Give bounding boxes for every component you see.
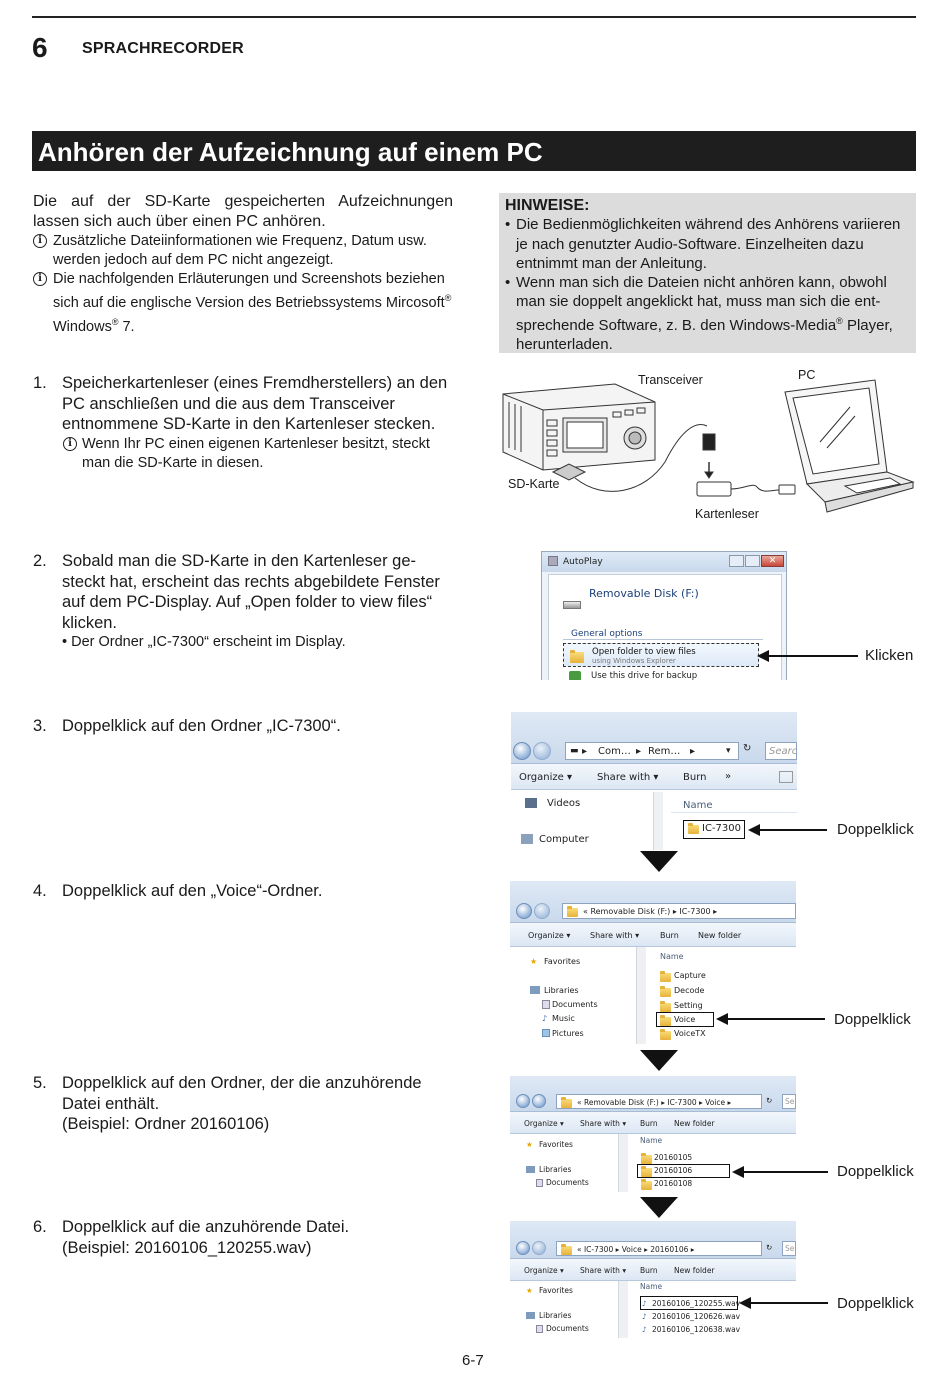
toolbar (510, 923, 796, 947)
name-column-header[interactable]: Name (640, 1136, 663, 1145)
registered-mark: ® (444, 293, 452, 303)
forward-button[interactable] (532, 1094, 546, 1108)
documents-icon (542, 1000, 550, 1009)
nav-scrollbar[interactable] (636, 947, 646, 1044)
arrow-line (750, 1302, 828, 1304)
nav-item-pictures[interactable]: Pictures (552, 1029, 584, 1038)
page-number: 6-7 (462, 1352, 484, 1369)
search-input[interactable]: Se (782, 1094, 796, 1109)
nav-item-documents[interactable]: Documents (552, 1000, 598, 1009)
double-click-callout: Doppelklick (837, 821, 914, 838)
step-text: Doppelklick auf die anzuhörende Datei. (62, 1218, 350, 1236)
general-options-heading: General options (571, 629, 643, 639)
folder-voicetx[interactable]: VoiceTX (674, 1029, 706, 1038)
audio-file-icon: ♪ (642, 1312, 647, 1321)
step-5 (33, 1073, 453, 1135)
intro-note-2-text-c: 7. (118, 318, 135, 335)
click-callout: Klicken (865, 647, 914, 664)
hint-item-2 (505, 273, 910, 354)
step-text: Doppelklick auf den Ordner „IC-7300“. (62, 717, 341, 735)
nav-item-libraries[interactable]: Libraries (544, 986, 579, 995)
card-reader-label: Kartenleser (695, 507, 759, 521)
folder-icon (660, 1003, 671, 1012)
arrow-line (743, 1171, 828, 1173)
step-3 (33, 716, 453, 737)
open-folder-option-label: Open folder to view files (592, 647, 696, 657)
intro-text-block (33, 192, 453, 337)
folder-icon (567, 908, 578, 917)
close-icon[interactable]: ✕ (761, 555, 784, 567)
music-icon: ♪ (542, 1014, 548, 1023)
step-4 (33, 881, 453, 902)
burn-button[interactable]: Burn (640, 1266, 658, 1275)
intro-paragraph: Die auf der SD-Karte gespeicherten Aufzeichnungen lassen sich auch über einen PC anhören. (33, 193, 453, 230)
address-bar-area (510, 1221, 796, 1259)
step-note: • Der Ordner „IC-7300“ erscheint im Display. (62, 634, 346, 650)
backup-icon (569, 671, 581, 680)
folder-ic7300[interactable]: IC-7300 (702, 823, 741, 834)
address-segment[interactable]: Com… (598, 746, 631, 757)
nav-scrollbar[interactable] (618, 1281, 628, 1338)
autoplay-window (541, 551, 787, 680)
highlight-box (656, 1012, 714, 1027)
sd-card-label: SD-Karte (508, 477, 560, 491)
pictures-icon (542, 1029, 550, 1037)
toolbar (510, 1259, 796, 1281)
address-path[interactable]: « IC-7300 ▸ Voice ▸ 20160106 ▸ (577, 1245, 695, 1254)
address-field[interactable] (556, 1094, 762, 1109)
explorer-window-4 (510, 1221, 796, 1338)
refresh-icon[interactable]: ↻ (766, 1243, 773, 1252)
folder-icon (570, 652, 584, 663)
step-note (62, 435, 453, 473)
double-click-callout: Doppelklick (834, 1011, 911, 1028)
toolbar (510, 1112, 796, 1134)
step-number: 5. (33, 1074, 47, 1092)
registered-mark: ® (111, 316, 119, 327)
removable-disk-label: Removable Disk (F:) (589, 587, 699, 600)
more-button[interactable]: » (725, 771, 732, 782)
autoplay-content (548, 574, 782, 680)
nav-item-libraries[interactable]: Libraries (539, 1165, 572, 1174)
nav-scrollbar[interactable] (618, 1134, 628, 1192)
info-icon: i (33, 272, 47, 286)
divider (671, 812, 797, 813)
share-with-button[interactable]: Share with ▾ (580, 1119, 627, 1128)
folder-icon (641, 1155, 652, 1164)
burn-button[interactable]: Burn (683, 772, 707, 783)
share-with-button[interactable]: Share with ▾ (580, 1266, 627, 1275)
folder-icon (660, 1031, 671, 1040)
chevron-down-icon[interactable]: ▾ (726, 746, 731, 756)
file-20160106-120638[interactable]: 20160106_120638.wav (652, 1325, 741, 1334)
address-segment[interactable]: Rem… (648, 746, 681, 757)
step-note-text: Wenn Ihr PC einen eigenen Kartenleser besitzt, steckt man die SD-Karte in diesen. (82, 435, 430, 471)
folder-20160106[interactable]: 20160106 (654, 1166, 693, 1175)
step-2 (33, 551, 453, 652)
step-example: (Beispiel: Ordner 20160106) (62, 1115, 270, 1133)
nav-item-videos[interactable]: Videos (547, 798, 581, 809)
name-column-header[interactable]: Name (660, 952, 684, 961)
section-title: Anhören der Aufzeichnung auf einem PC (32, 131, 916, 171)
step-text: Sobald man die SD-Karte in den Kartenleser gesteckt hat, erscheint das rechts abgebildete Fenster auf dem PC-Display. Auf „Open folder to view files“ klicken. (62, 552, 440, 632)
organize-button[interactable]: Organize ▾ (524, 1266, 564, 1275)
nav-item-computer[interactable]: Computer (539, 834, 589, 845)
drive-icon (548, 556, 558, 566)
step-number: 3. (33, 717, 47, 735)
organize-button[interactable]: Organize ▾ (519, 772, 572, 783)
star-icon: ★ (526, 1286, 533, 1295)
autoplay-title: AutoPlay (563, 557, 603, 567)
audio-file-icon: ♪ (642, 1299, 647, 1308)
view-icon[interactable] (779, 771, 793, 783)
audio-file-icon: ♪ (642, 1325, 647, 1334)
info-icon: i (63, 437, 77, 451)
chapter-number: 6 (32, 32, 48, 63)
address-field[interactable] (556, 1241, 762, 1256)
transceiver-label: Transceiver (638, 373, 703, 387)
intro-note-1 (33, 232, 453, 270)
step-text: Doppelklick auf den „Voice“-Ordner. (62, 882, 323, 900)
folder-setting[interactable]: Setting (674, 1001, 703, 1010)
libraries-icon (526, 1166, 535, 1173)
folder-icon (641, 1181, 652, 1190)
step-number: 1. (33, 374, 47, 392)
connection-illustration (495, 362, 920, 527)
hint-item-1: • Die Bedienmöglichkeiten während des Anhörens variieren je nach genutzter Audio-Software. Einzelheiten dazu entnimmt man der Anleitung. (505, 215, 910, 273)
toolbar (511, 764, 797, 790)
nav-item-music[interactable]: Music (552, 1014, 575, 1023)
nav-item-favorites[interactable]: Favorites (544, 957, 581, 966)
connection-drawing (495, 362, 920, 527)
highlight-box (640, 1296, 741, 1310)
step-number: 6. (33, 1218, 47, 1236)
folder-capture[interactable]: Capture (674, 971, 706, 980)
autoplay-titlebar (542, 552, 787, 572)
libraries-icon (526, 1312, 535, 1319)
search-input[interactable]: Searc (765, 742, 797, 760)
intro-note-2-text-a: Die nachfolgenden Erläuterungen und Screenshots beziehen sich auf die englische Version des Betriebssystems Mircosoft (53, 271, 445, 311)
back-button[interactable] (516, 903, 532, 919)
backup-option-label[interactable]: Use this drive for backup (591, 671, 698, 680)
chapter-title: SPRACHRECORDER (82, 40, 244, 57)
info-icon: i (33, 234, 47, 248)
computer-icon (521, 834, 533, 844)
file-20160106-120255[interactable]: 20160106_120255.wav (652, 1299, 741, 1308)
new-folder-button[interactable]: New folder (674, 1119, 715, 1128)
address-path[interactable]: « Removable Disk (F:) ▸ IC-7300 ▸ Voice ▸ (577, 1098, 732, 1107)
intro-note-1-text: Zusätzliche Dateiinformationen wie Frequenz, Datum usw. werden jedoch auf dem PC nicht angezeigt. (53, 233, 427, 268)
down-arrow-icon (640, 1197, 678, 1218)
header-rule (32, 16, 916, 18)
intro-note-2 (33, 270, 453, 337)
address-bar-area (511, 712, 797, 764)
folder-20160105[interactable]: 20160105 (654, 1153, 693, 1162)
open-folder-option-sub: using Windows Explorer (592, 657, 676, 665)
nav-scrollbar[interactable] (653, 792, 663, 850)
share-with-button[interactable]: Share with ▾ (590, 931, 640, 940)
arrow-line (759, 829, 827, 831)
nav-item-documents[interactable]: Documents (546, 1324, 589, 1333)
highlight-box (683, 820, 745, 839)
forward-button[interactable] (533, 742, 551, 760)
folder-decode[interactable]: Decode (674, 986, 705, 995)
nav-item-favorites[interactable]: Favorites (539, 1140, 573, 1149)
maximize-button[interactable] (745, 555, 760, 567)
address-field[interactable]: ▬ ▸ Com… ▸ Rem… ▸ ▾ (565, 742, 739, 760)
back-button[interactable] (516, 1241, 530, 1255)
address-path[interactable]: « Removable Disk (F:) ▸ IC-7300 ▸ (583, 907, 718, 916)
nav-item-favorites[interactable]: Favorites (539, 1286, 573, 1295)
star-icon: ★ (526, 1140, 533, 1149)
step-number: 2. (33, 552, 47, 570)
double-click-callout: Doppelklick (837, 1163, 914, 1180)
step-text: Doppelklick auf den Ordner, der die anzuhörende Datei enthält. (62, 1074, 422, 1113)
folder-icon (660, 973, 671, 982)
name-column-header[interactable]: Name (640, 1282, 663, 1291)
down-arrow-icon (640, 851, 678, 872)
new-folder-button[interactable]: New folder (698, 931, 742, 940)
address-field[interactable] (562, 903, 796, 919)
burn-button[interactable]: Burn (660, 931, 679, 940)
file-20160106-120626[interactable]: 20160106_120626.wav (652, 1312, 741, 1321)
search-input[interactable]: Se (782, 1241, 796, 1256)
registered-mark: ® (836, 315, 843, 326)
hint-item-2-text-b: Player, herunterladen. (516, 316, 893, 354)
address-bar-area (510, 1076, 796, 1112)
documents-icon (536, 1325, 543, 1333)
refresh-icon[interactable]: ↻ (743, 743, 752, 754)
nav-item-documents[interactable]: Documents (546, 1178, 589, 1187)
folder-20160108[interactable]: 20160108 (654, 1179, 693, 1188)
folder-voice[interactable]: Voice (674, 1015, 696, 1024)
libraries-icon (530, 986, 540, 994)
forward-button[interactable] (532, 1241, 546, 1255)
documents-icon (536, 1179, 543, 1187)
step-text: Speicherkartenleser (eines Fremdherstellers) an den PC anschließen und die aus dem Transceiver entnommene SD-Karte in den Kartenleser stecken. (62, 374, 448, 433)
hints-box (499, 193, 916, 353)
folder-icon (561, 1246, 572, 1255)
star-icon: ★ (530, 957, 538, 966)
hints-title: HINWEISE: (505, 197, 590, 214)
refresh-icon[interactable]: ↻ (766, 1096, 773, 1105)
removable-disk-icon (563, 601, 581, 609)
down-arrow-icon (640, 1050, 678, 1071)
explorer-window-3 (510, 1076, 796, 1192)
step-number: 4. (33, 882, 47, 900)
name-column-header[interactable]: Name (683, 800, 713, 811)
new-folder-button[interactable]: New folder (674, 1266, 715, 1275)
divider (563, 639, 763, 640)
arrow-line (727, 1018, 825, 1020)
share-with-button[interactable]: Share with ▾ (597, 772, 659, 783)
burn-button[interactable]: Burn (640, 1119, 658, 1128)
videos-icon (525, 798, 537, 808)
back-button[interactable] (516, 1094, 530, 1108)
organize-button[interactable]: Organize ▾ (524, 1119, 564, 1128)
back-button[interactable] (513, 742, 531, 760)
folder-icon (660, 988, 671, 997)
folder-icon (561, 1099, 572, 1108)
address-bar-area (510, 881, 796, 923)
arrow-line (768, 655, 858, 657)
step-1 (33, 373, 453, 473)
hint-item-2-text-a: Wenn man sich die Dateien nicht anhören kann, obwohl man sie doppelt angeklickt hat, muss man sich die entsprechende Software, z. B. den Windows-Media (516, 274, 887, 334)
nav-item-libraries[interactable]: Libraries (539, 1311, 572, 1320)
intro-note-2-text-b: Windows (53, 318, 112, 335)
minimize-button[interactable] (729, 555, 744, 567)
step-6 (33, 1217, 453, 1258)
forward-button[interactable] (534, 903, 550, 919)
organize-button[interactable]: Organize ▾ (528, 931, 571, 940)
highlight-box (637, 1164, 730, 1178)
pc-label: PC (798, 368, 816, 382)
step-example: (Beispiel: 20160106_120255.wav) (62, 1238, 312, 1257)
double-click-callout: Doppelklick (837, 1295, 914, 1312)
open-folder-option[interactable] (563, 643, 759, 667)
